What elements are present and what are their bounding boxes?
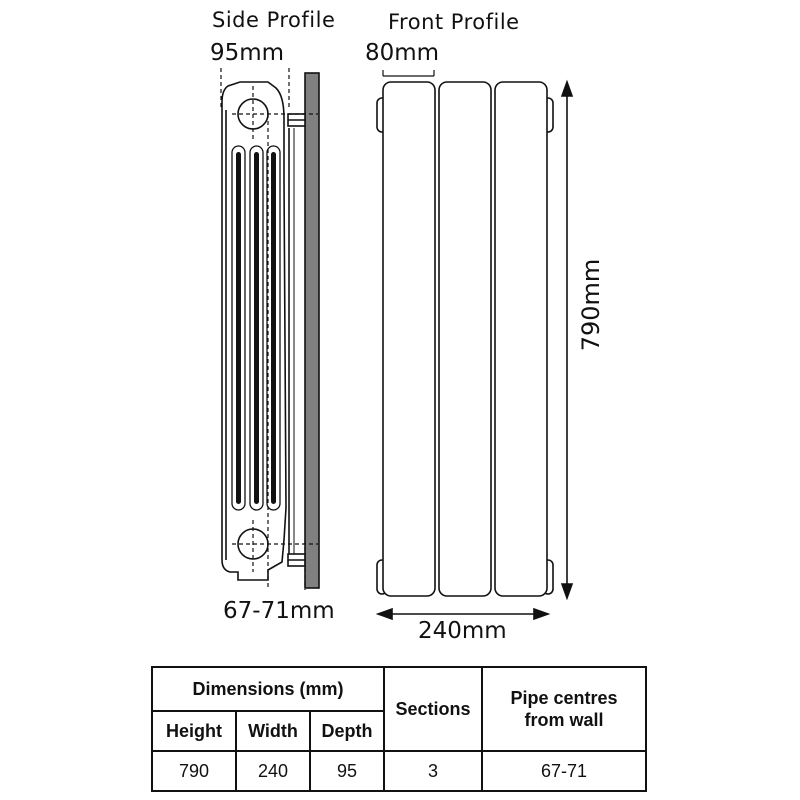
radiator-side-profile (222, 73, 319, 588)
radiator-front-profile (377, 82, 553, 596)
depth-header: Depth (310, 711, 384, 751)
side-profile-label: Side Profile (212, 8, 336, 32)
depth-value: 95 (310, 751, 384, 791)
sections-header: Sections (384, 667, 482, 751)
wall-panel (305, 73, 319, 588)
front-profile-label: Front Profile (388, 10, 520, 34)
mounting-bracket-icon (288, 114, 305, 566)
dimensions-group-header: Dimensions (mm) (152, 667, 384, 711)
width-value: 240 (236, 751, 310, 791)
pipe-centres-header (482, 667, 646, 751)
section-width-label: 80mm (365, 40, 440, 66)
height-label: 790mm (577, 258, 605, 352)
total-width-label: 240mm (418, 618, 507, 644)
dimensions-table (151, 666, 647, 792)
pipe-centres-header-line2: from wall (524, 710, 604, 730)
height-value: 790 (152, 751, 236, 791)
pipe-centres-value: 67-71 (482, 751, 646, 791)
pipe-centres-label: 67-71mm (223, 598, 335, 624)
height-header: Height (152, 711, 236, 751)
side-depth-label: 95mm (210, 40, 285, 66)
width-header: Width (236, 711, 310, 751)
sections-value: 3 (384, 751, 482, 791)
pipe-centres-header-line1: Pipe centres (510, 688, 618, 708)
